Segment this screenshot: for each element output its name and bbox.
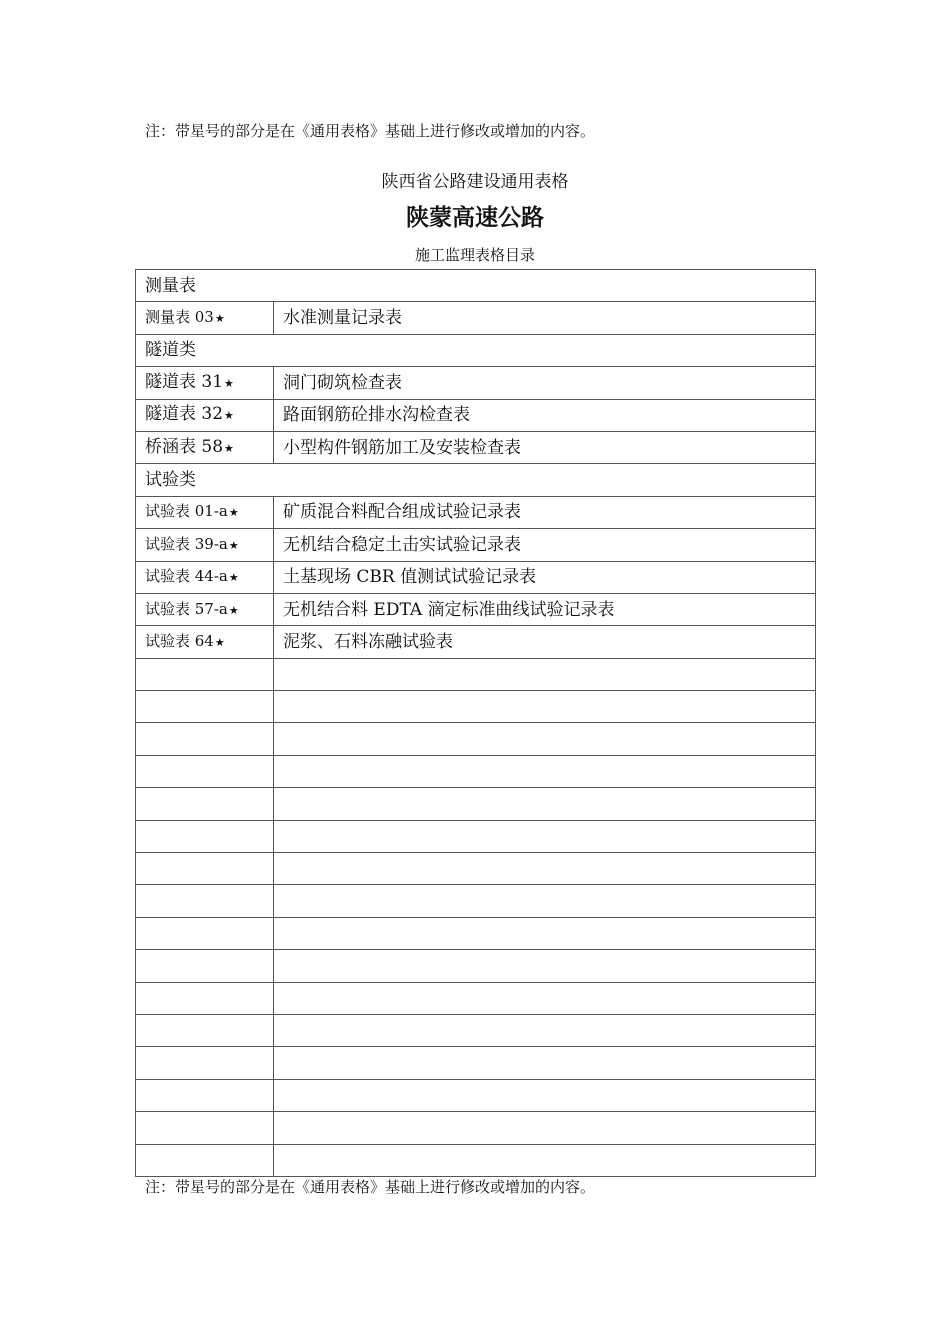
table-row [136, 529, 816, 561]
section-heading: 隧道类 [136, 334, 816, 366]
empty-cell [136, 885, 274, 917]
empty-cell [274, 853, 816, 885]
form-name: 矿质混合料配合组成试验记录表 [274, 496, 816, 528]
table-row [136, 367, 816, 399]
empty-cell [136, 788, 274, 820]
empty-cell [136, 1014, 274, 1046]
empty-cell [136, 982, 274, 1014]
empty-cell [274, 885, 816, 917]
empty-row [136, 788, 816, 820]
empty-cell [136, 1112, 274, 1144]
form-code [136, 367, 274, 399]
empty-row [136, 1014, 816, 1046]
form-code [136, 399, 274, 431]
form-code-text: 试验表 64 [145, 631, 214, 650]
empty-row [136, 853, 816, 885]
empty-cell [136, 820, 274, 852]
form-code [136, 593, 274, 625]
empty-row [136, 723, 816, 755]
empty-cell [274, 917, 816, 949]
star-icon: ★ [224, 376, 234, 390]
note-bottom: 注：带星号的部分是在《通用表格》基础上进行修改或增加的内容。 [145, 1178, 596, 1196]
star-icon: ★ [228, 506, 239, 520]
form-name: 无机结合料 EDTA 滴定标准曲线试验记录表 [274, 593, 816, 625]
empty-cell [274, 1014, 816, 1046]
table-row [136, 302, 816, 334]
star-icon: ★ [224, 441, 234, 455]
empty-cell [136, 853, 274, 885]
star-icon: ★ [224, 409, 234, 423]
empty-row [136, 1112, 816, 1144]
table-row [136, 593, 816, 625]
form-code-text: 测量表 03 [145, 308, 214, 327]
star-icon: ★ [228, 571, 239, 585]
table-row [136, 431, 816, 463]
catalog-table-body [136, 270, 816, 1177]
empty-row [136, 885, 816, 917]
star-icon: ★ [214, 312, 225, 326]
empty-cell [274, 820, 816, 852]
form-name: 小型构件钢筋加工及安装检查表 [274, 431, 816, 463]
table-row [136, 399, 816, 431]
empty-cell [136, 917, 274, 949]
section-row [136, 464, 816, 496]
section-heading: 试验类 [136, 464, 816, 496]
form-name: 路面钢筋砼排水沟检查表 [274, 399, 816, 431]
form-name: 土基现场 CBR 值测试试验记录表 [274, 561, 816, 593]
empty-row [136, 755, 816, 787]
empty-cell [136, 1079, 274, 1111]
empty-cell [274, 723, 816, 755]
table-row [136, 561, 816, 593]
form-name: 泥浆、石料冻融试验表 [274, 626, 816, 658]
form-code [136, 496, 274, 528]
empty-cell [274, 1144, 816, 1176]
empty-cell [136, 1047, 274, 1079]
section-row [136, 334, 816, 366]
form-name: 水准测量记录表 [274, 302, 816, 334]
form-code-text: 试验表 57-a [145, 599, 228, 618]
empty-cell [274, 755, 816, 787]
table-row [136, 496, 816, 528]
empty-cell [136, 723, 274, 755]
section-heading: 测量表 [136, 270, 816, 302]
form-code [136, 302, 274, 334]
empty-cell [274, 788, 816, 820]
empty-cell [136, 691, 274, 723]
form-code-text: 试验表 44-a [145, 567, 228, 586]
empty-cell [136, 1144, 274, 1176]
empty-cell [274, 1079, 816, 1111]
form-code [136, 561, 274, 593]
empty-row [136, 1079, 816, 1111]
empty-row [136, 950, 816, 982]
note-top: 注：带星号的部分是在《通用表格》基础上进行修改或增加的内容。 [145, 122, 596, 140]
empty-cell [136, 658, 274, 690]
form-code-text: 桥涵表 58 [145, 436, 224, 457]
form-code [136, 626, 274, 658]
form-code [136, 431, 274, 463]
form-name: 无机结合稳定土击实试验记录表 [274, 529, 816, 561]
form-catalog-table [135, 269, 816, 1177]
star-icon: ★ [214, 635, 225, 649]
empty-cell [274, 691, 816, 723]
empty-row [136, 1047, 816, 1079]
empty-row [136, 982, 816, 1014]
empty-cell [274, 658, 816, 690]
star-icon: ★ [228, 603, 239, 617]
form-name: 洞门砌筑检查表 [274, 367, 816, 399]
form-code-text: 试验表 39-a [145, 534, 228, 553]
star-icon: ★ [228, 538, 239, 552]
empty-row [136, 658, 816, 690]
empty-cell [274, 1112, 816, 1144]
form-code-text: 隧道表 32 [145, 404, 224, 425]
empty-cell [274, 950, 816, 982]
form-code [136, 529, 274, 561]
empty-cell [136, 950, 274, 982]
empty-row [136, 820, 816, 852]
empty-row [136, 917, 816, 949]
table-caption: 施工监理表格目录 [414, 246, 535, 264]
empty-cell [274, 982, 816, 1014]
section-row [136, 270, 816, 302]
empty-cell [136, 755, 274, 787]
empty-cell [274, 1047, 816, 1079]
document-subtitle: 陕西省公路建设通用表格 [381, 172, 569, 192]
empty-row [136, 1144, 816, 1176]
empty-row [136, 691, 816, 723]
document-title: 陕蒙高速公路 [406, 205, 544, 231]
table-row [136, 626, 816, 658]
form-code-text: 隧道表 31 [145, 371, 224, 392]
form-code-text: 试验表 01-a [145, 502, 228, 521]
